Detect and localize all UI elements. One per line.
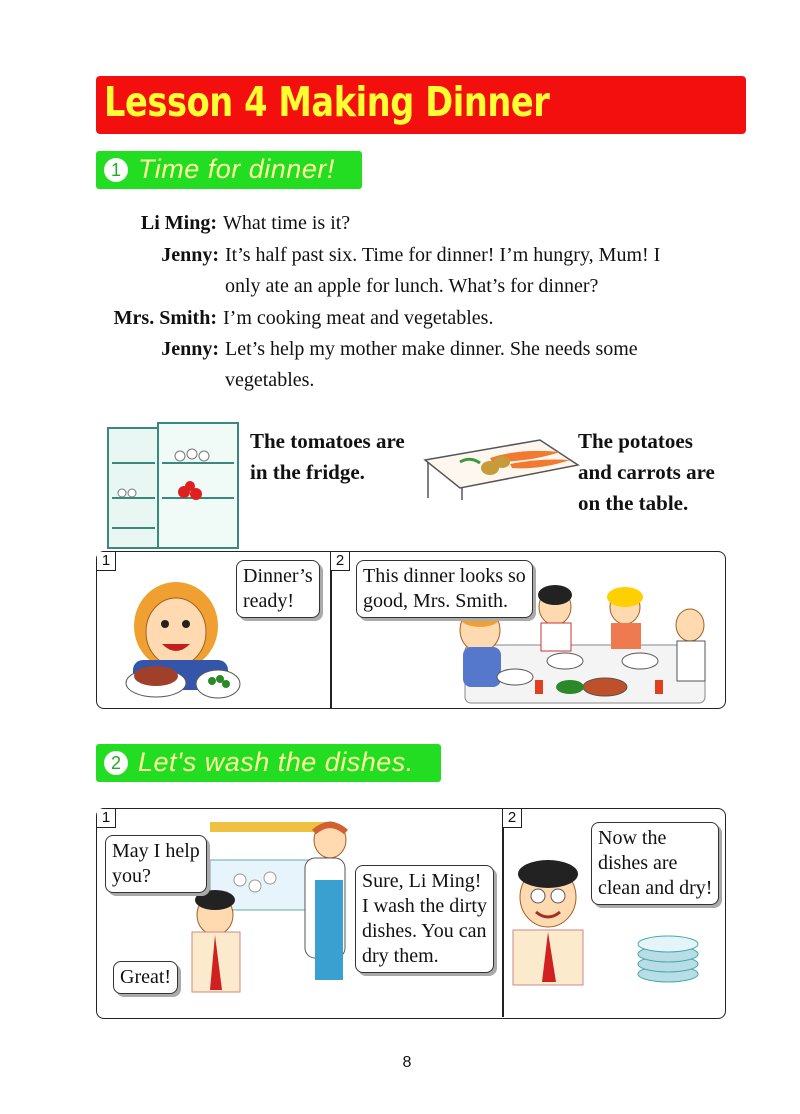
bubble-line: good, Mrs. Smith. (363, 590, 509, 612)
page-number: 8 (402, 1054, 412, 1071)
bubble-line: you? (112, 865, 151, 887)
dialogue-line: only ate an apple for lunch. What’s for dinner? (225, 275, 599, 297)
table-illustration (420, 430, 580, 500)
speech-bubble (113, 961, 178, 994)
section-2-label: Let's wash the dishes. (138, 747, 414, 777)
panel-divider (330, 552, 332, 708)
speech-bubble (105, 835, 207, 893)
speech-bubble (355, 865, 494, 973)
fridge-illustration (100, 418, 245, 550)
panel-number: 2 (503, 809, 522, 828)
bubble-line: Now the (598, 827, 667, 849)
section-1-label: Time for dinner! (138, 154, 335, 184)
speech-bubble (356, 560, 533, 618)
bubble-line: dry them. (362, 945, 439, 967)
bubble-line: I wash the dirty (362, 895, 487, 917)
panel-number: 1 (97, 552, 116, 571)
table-caption-line: The potatoes (578, 429, 693, 453)
speaker-li-ming: Li Ming: (140, 212, 217, 234)
bubble-line: ready! (243, 590, 295, 612)
table-caption-line: and carrots are (578, 460, 715, 484)
panel-number: 1 (97, 809, 116, 828)
bubble-line: clean and dry! (598, 877, 713, 899)
speaker-mrs-smith: Mrs. Smith: (113, 307, 217, 329)
dialogue-line: What time is it? (223, 212, 351, 234)
bubble-line: May I help (112, 840, 200, 862)
bubble-line: This dinner looks so (363, 565, 526, 587)
fridge-caption-line: in the fridge. (250, 460, 365, 484)
table-caption-line: on the table. (578, 491, 689, 515)
speaker-jenny: Jenny: (161, 244, 219, 266)
dialogue-line: Let’s help my mother make dinner. She needs some (225, 338, 638, 360)
bubble-line: dishes. You can (362, 920, 487, 942)
speaker-jenny: Jenny: (161, 338, 219, 360)
speech-bubble (236, 560, 320, 618)
dialogue-line: vegetables. (225, 369, 315, 391)
bubble-line: dishes are (598, 852, 678, 874)
dialogue-line: I’m cooking meat and vegetables. (223, 307, 494, 329)
panel-number: 2 (331, 552, 350, 571)
section-2-number: 2 (104, 751, 128, 775)
mrs-smith-with-dinner-illustration (118, 578, 248, 703)
section-1-number: 1 (104, 158, 128, 182)
bubble-line: Great! (120, 966, 172, 988)
bubble-line: Sure, Li Ming! (362, 870, 482, 892)
dialogue-line: It’s half past six. Time for dinner! I’m hungry, Mum! I (225, 244, 661, 266)
fridge-caption-line: The tomatoes are (250, 429, 405, 453)
speech-bubble (591, 822, 719, 905)
panel-divider (502, 809, 504, 1017)
bubble-line: Dinner’s (243, 565, 313, 587)
lesson-title: Lesson 4 Making Dinner (104, 78, 550, 126)
